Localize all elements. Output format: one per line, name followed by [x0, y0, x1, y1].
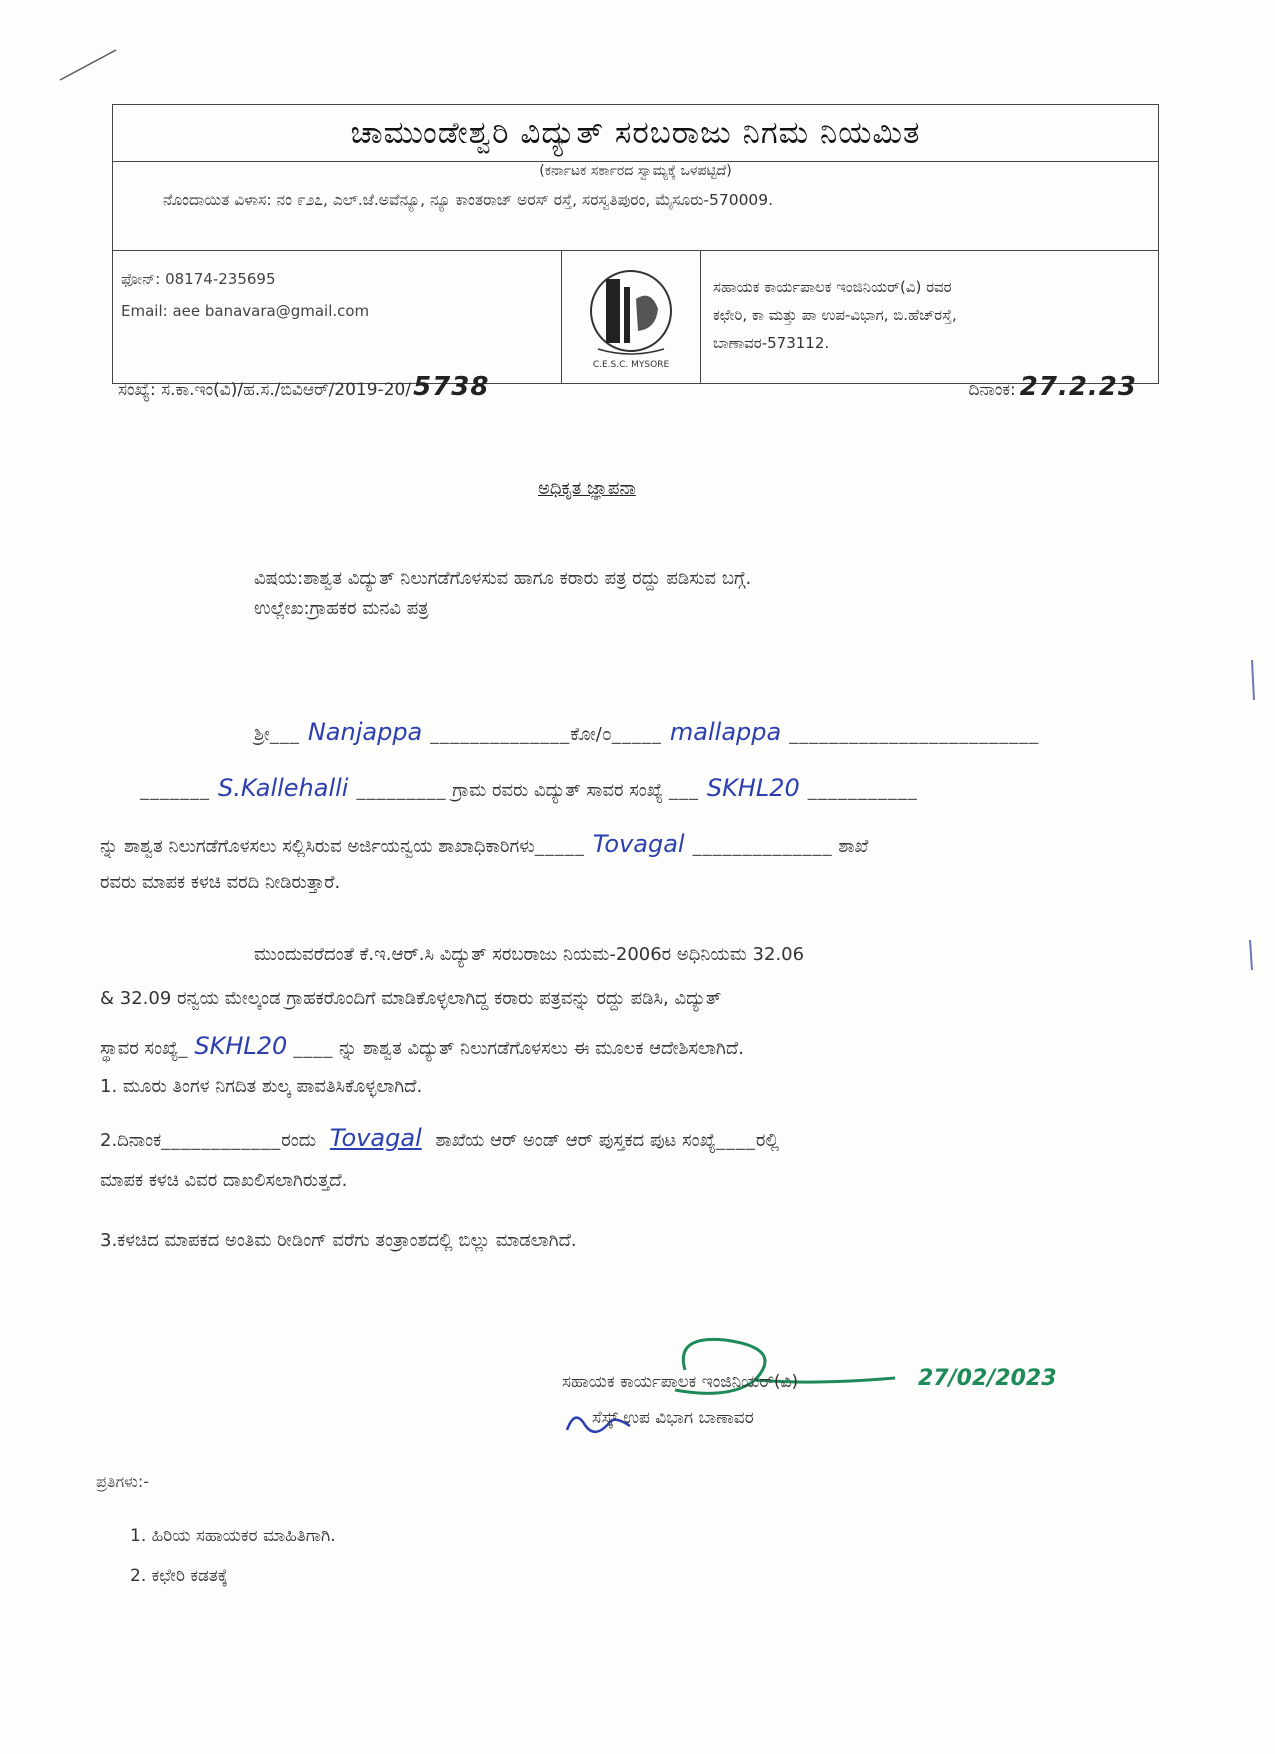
order-line-1: ಮುಂದುವರೆದಂತೆ ಕೆ.ಇ.ಆರ್.ಸಿ ವಿದ್ಯುತ್ ಸರಬರಾಜು ನಿಯಮ-2006ರ ಅಧಿನಿಯಮ 32.06	[254, 944, 805, 965]
scan-stroke-mark	[56, 44, 126, 84]
father-name-handwritten: mallappa	[669, 718, 782, 746]
date-label: ದಿನಾಂಕ:	[968, 380, 1016, 400]
copy-item: 1. ಹಿರಿಯ ಸಹಾಯಕರ ಮಾಹಿತಿಗಾಗಿ.	[130, 1526, 336, 1546]
reference-line: ಉಲ್ಲೇಖ:ಗ್ರಾಹಕರ ಮನವಿ ಪತ್ರ	[254, 598, 429, 619]
installation-number-handwritten: SKHL20	[706, 774, 800, 802]
village-handwritten: S.Kallehalli	[218, 774, 349, 802]
office-line-3: ಬಾಣಾವರ-573112.	[713, 334, 830, 352]
phone-number: ಫೋನ್: 08174-235695	[121, 270, 276, 288]
order-line-2: & 32.09 ರನ್ವಯ ಮೇಲ್ಕಂಡ ಗ್ರಾಹಕರೊಂದಿಗೆ ಮಾಡಿಕೊಳ್ಳಲಾಗಿದ್ದ ಕರಾರು ಪತ್ರವನ್ನು ರದ್ದು ಪಡಿಸಿ, ವಿದ್ಯುತ್	[100, 988, 722, 1009]
reference-number-printed: ಸಂಖ್ಯೆ: ಸ.ಕಾ.ಇಂ(ವಿ)/ಹ.ಸ./ಬಿವಿಆರ್/2019-20/	[118, 380, 412, 400]
office-line-1: ಸಹಾಯಕ ಕಾರ್ಯಪಾಲಕ ಇಂಜಿನಿಯರ್(ವಿ) ರವರ	[713, 278, 952, 296]
point-2-prefix: 2.ದಿನಾಂಕ	[100, 1130, 162, 1151]
consumer-name-handwritten: Nanjappa	[307, 718, 423, 746]
logo-box	[561, 251, 701, 384]
order-line-3: ಸ್ಥಾವರ ಸಂಖ್ಯೆ_ SKHL20 ____ ನ್ನು ಶಾಶ್ವತ ವಿದ್ಯುತ್ ನಿಲುಗಡೆಗೊಳಸಲು ಈ ಮೂಲಕ ಆದೇಶಿಸಲಾಗಿದೆ.	[100, 1032, 744, 1060]
application-suffix: ಶಾಖೆ	[838, 836, 869, 857]
village-line: _______ S.Kallehalli _________ ಗ್ರಾಮ ರವರು ವಿದ್ಯುತ್ ಸಾವರ ಸಂಖ್ಯೆ ___ SKHL20 ___________	[140, 774, 918, 802]
sri-label: ಶ್ರೀ	[254, 724, 270, 745]
point-1: 1. ಮೂರು ತಿಂಗಳ ನಿಗದಿತ ಶುಲ್ಕ ಪಾವತಿಸಿಕೊಳ್ಳಲಾಗಿದೆ.	[100, 1076, 423, 1097]
govt-note: (ಕರ್ನಾಟಕ ಸರ್ಕಾರದ ಸ್ವಾಮ್ಯಕ್ಕೆ ಒಳಪಟ್ಟಿದೆ)	[539, 163, 732, 179]
subject-line: ವಿಷಯ:ಶಾಶ್ವತ ವಿದ್ಯುತ್ ನಿಲುಗಡೆಗೊಳಸುವ ಹಾಗೂ ಕರಾರು ಪತ್ರ ರದ್ದು ಪಡಿಸುವ ಬಗ್ಗೆ.	[254, 568, 752, 589]
email-address: Email: aee banavara@gmail.com	[121, 302, 370, 320]
consumer-name-line: ಶ್ರೀ___ Nanjappa ______________ಕೋ/೦_____ mallappa _________________________	[254, 718, 1040, 746]
signatory-office: ಸೆಸ್ಕ್ ಉಪ ವಿಭಾಗ ಬಾಣಾವರ	[592, 1408, 754, 1428]
point-2-suffix: ಶಾಖೆಯ ಆರ್ ಅಂಡ್ ಆರ್ ಪುಸ್ತಕದ ಪುಟ ಸಂಖ್ಯೆ	[435, 1130, 716, 1151]
point-2-end: ರಲ್ಲಿ	[755, 1130, 780, 1151]
section-handwritten: Tovagal	[592, 830, 685, 858]
copies-title: ಪ್ರತಿಗಳು:-	[96, 1472, 150, 1491]
application-line: ನ್ನು ಶಾಶ್ವತ ನಿಲುಗಡೆಗೊಳಸಲು ಸಲ್ಲಿಸಿರುವ ಅರ್ಜಿಯನ್ವಯ ಶಾಖಾಧಿಕಾರಿಗಳು_____ Tovagal ______________ ಶಾಖೆ	[100, 830, 869, 858]
logo-text: C.E.S.C. MYSORE	[592, 360, 670, 370]
letterhead	[112, 104, 1159, 384]
order-line-3-prefix: ಸ್ಥಾವರ ಸಂಖ್ಯೆ	[100, 1038, 179, 1059]
application-prefix: ನ್ನು ಶಾಶ್ವತ ನಿಲುಗಡೆಗೊಳಸಲು ಸಲ್ಲಿಸಿರುವ ಅರ್ಜಿಯನ್ವಯ ಶಾಖಾಧಿಕಾರಿಗಳು	[100, 836, 535, 857]
letterhead-info-row	[113, 250, 1158, 384]
contact-block	[121, 263, 369, 327]
point-3: 3.ಕಳಚಿದ ಮಾಪಕದ ಅಂತಿಮ ರೀಡಿಂಗ್ ವರೆಗು ತಂತ್ರಾಂಶದಲ್ಲಿ ಬಿಲ್ಲು ಮಾಡಲಾಗಿದೆ.	[100, 1230, 577, 1251]
copy-item: 2. ಕಛೇರಿ ಕಡತಕ್ಕೆ	[130, 1566, 228, 1586]
point-2-mid: ರಂದು	[281, 1130, 317, 1151]
order-installation-handwritten: SKHL20	[194, 1032, 288, 1060]
point-2-line-2: ಮಾಪಕ ಕಳಚಿ ವಿವರ ದಾಖಲಿಸಲಾಗಿರುತ್ತದೆ.	[100, 1170, 348, 1191]
office-address	[713, 273, 1143, 357]
reference-number-handwritten: 5738	[413, 372, 490, 402]
reference-number	[118, 372, 489, 402]
scan-edge-marks	[1238, 640, 1268, 980]
signature-handwritten-date: 27/02/2023	[918, 1366, 1057, 1391]
cesc-logo-icon	[576, 259, 686, 374]
point-2: 2.ದಿನಾಂಕ____________ರಂದು Tovagal ಶಾಖೆಯ ಆರ್ ಅಂಡ್ ಆರ್ ಪುಸ್ತಕದ ಪುಟ ಸಂಖ್ಯೆ____ರಲ್ಲಿ	[100, 1124, 780, 1152]
memo-heading: ಅಧಿಕೃತ ಜ್ಞಾಪನಾ	[538, 478, 636, 499]
signatory-designation: ಸಹಾಯಕ ಕಾರ್ಯಪಾಲಕ ಇಂಜಿನಿಯರ್(ವಿ)	[562, 1372, 799, 1392]
order-line-3-suffix: ನ್ನು ಶಾಶ್ವತ ವಿದ್ಯುತ್ ನಿಲುಗಡೆಗೊಳಸಲು ಈ ಮೂಲಕ ಆದೇಶಿಸಲಾಗಿದೆ.	[339, 1038, 744, 1059]
village-suffix: ಗ್ರಾಮ ರವರು ವಿದ್ಯುತ್ ಸಾವರ ಸಂಖ್ಯೆ	[452, 780, 664, 801]
date-handwritten: 27.2.23	[1019, 372, 1137, 402]
office-line-2: ಕಛೇರಿ, ಕಾ ಮತ್ತು ಪಾ ಉಪ-ವಿಭಾಗ, ಬಿ.ಹೆಚ್‌ರಸ್ತೆ,	[713, 306, 957, 324]
point-2-section-handwritten: Tovagal	[329, 1124, 422, 1152]
org-name: ಚಾಮುಂಡೇಶ್ವರಿ ವಿದ್ಯುತ್ ಸರಬರಾಜು ನಿಗಮ ನಿಯಮಿತ	[113, 105, 1158, 162]
co-label: ಕೋ/೦	[570, 724, 612, 745]
letter-date	[968, 372, 1137, 402]
registered-address: ನೊಂದಾಯಿತ ವಿಳಾಸ: ನಂ ೯೨೭, ಎಲ್.ಜೆ.ಅವೆನ್ಯೂ, ನ್ಯೂ ಕಾಂತರಾಜ್ ಅರಸ್ ರಸ್ತೆ, ಸರಸ್ವತಿಪುರಂ, ಮೈಸೂರು-570009.	[163, 191, 774, 209]
meter-report-line: ರವರು ಮಾಪಕ ಕಳಚಿ ವರದಿ ನೀಡಿರುತ್ತಾರೆ.	[100, 872, 341, 893]
